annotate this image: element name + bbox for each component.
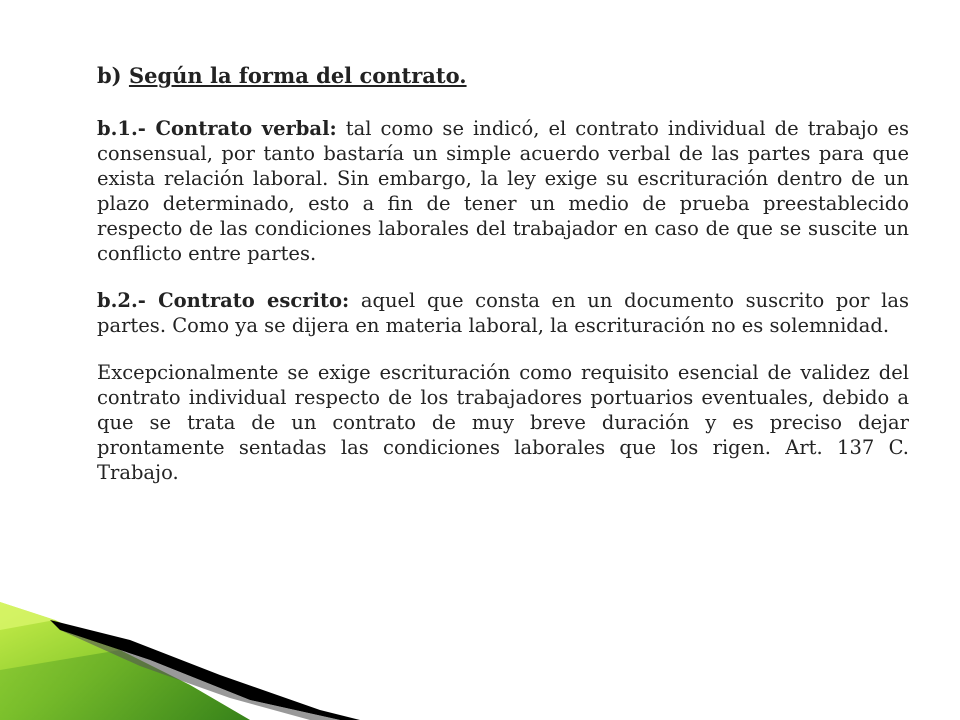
paragraph-excepcion (97, 360, 909, 485)
slide-content (97, 62, 909, 507)
paragraph-term: b.2.- Contrato escrito: (97, 289, 350, 312)
paragraph-text: aquel que consta en un documento suscrito por las partes. Como ya se dijera en materia laboral, la escrituración no es solemnidad. (97, 289, 909, 337)
decorative-swoosh (0, 560, 360, 720)
paragraph-contrato-verbal (97, 116, 909, 266)
paragraph-text: tal como se indicó, el contrato individual de trabajo es consensual, por tanto bastaría un simple acuerdo verbal de las partes para que exista relación laboral. Sin embargo, la ley exige su escrituración dentro de un plazo determinado, esto a fin de tener un medio de prueba preestablecido respecto de las condiciones laborales del trabajador en caso de que se suscite un conflicto entre partes. (97, 117, 909, 265)
heading-title: Según la forma del contrato. (128, 63, 467, 88)
heading-prefix: b) (97, 63, 129, 88)
paragraph-term: b.1.- Contrato verbal: (97, 117, 337, 140)
section-heading (97, 62, 909, 90)
paragraph-contrato-escrito (97, 288, 909, 338)
paragraph-text: Excepcionalmente se exige escrituración como requisito esencial de validez del contrato individual respecto de los trabajadores portuarios eventuales, debido a que se trata de un contrato de muy breve duración y es preciso dejar prontamente sentadas las condiciones laborales que los rigen. Art. 137 C. Trabajo. (97, 361, 909, 484)
